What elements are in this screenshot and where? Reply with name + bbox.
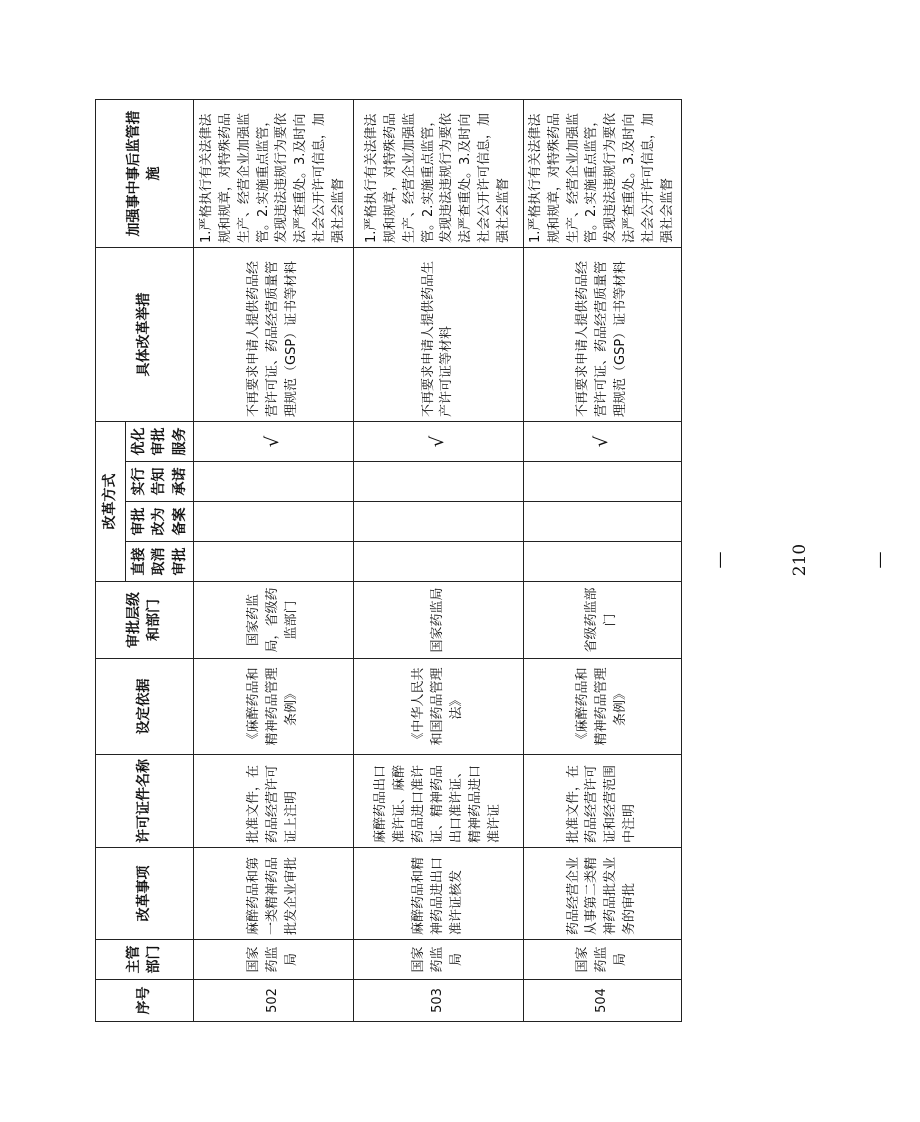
- cell-dept: 国家药监局: [523, 940, 681, 980]
- cell-basis: 《中华人民共和国药品管理法》: [353, 659, 523, 755]
- cell-seq: 504: [523, 980, 681, 1022]
- header-measures: 具体改革举措: [96, 248, 194, 422]
- cell-m2: [193, 502, 353, 542]
- table-row: [353, 100, 523, 1022]
- cell-m3: [523, 462, 681, 502]
- cell-level: 省级药监部门: [523, 582, 681, 659]
- cell-m2: [353, 502, 523, 542]
- page-number: — 210 —: [710, 543, 890, 577]
- cell-item: 药品经营企业从事第二类精神药品批发业务的审批: [523, 848, 681, 940]
- cell-license: 批准文件，在药品经营许可证和经营范围中注明: [523, 755, 681, 848]
- cell-basis: 《麻醉药品和精神药品管理条例》: [523, 659, 681, 755]
- header-m2: 审批改为备案: [126, 502, 194, 542]
- cell-dept: 国家药监局: [193, 940, 353, 980]
- check-mark: √: [353, 422, 523, 462]
- cell-seq: 503: [353, 980, 523, 1022]
- check-mark: √: [523, 422, 681, 462]
- rotated-table-wrapper: [95, 100, 675, 1022]
- header-license: 许可证件名称: [96, 755, 194, 848]
- cell-measures: 不再要求申请人提供药品经营许可证、药品经营质量管理规范（GSP）证书等材料: [523, 248, 681, 422]
- check-mark: √: [193, 422, 353, 462]
- header-m3: 实行告知承诺: [126, 462, 194, 502]
- cell-m3: [193, 462, 353, 502]
- header-row-1: [96, 100, 126, 1022]
- header-m4: 优化审批服务: [126, 422, 194, 462]
- header-seq: 序号: [96, 980, 194, 1022]
- cell-license: 麻醉药品出口准许证、麻醉药品进口准许证、精神药品出口准许证、精神药品进口准许证: [353, 755, 523, 848]
- table-row: [523, 100, 681, 1022]
- cell-item: 麻醉药品和第一类精神药品批发企业审批: [193, 848, 353, 940]
- cell-level: 国家药监局，省级药监部门: [193, 582, 353, 659]
- reform-table: [95, 99, 682, 1022]
- table-row: [193, 100, 353, 1022]
- cell-dept: 国家药监局: [353, 940, 523, 980]
- cell-m1: [353, 542, 523, 582]
- cell-m1: [193, 542, 353, 582]
- cell-basis: 《麻醉药品和精神药品管理条例》: [193, 659, 353, 755]
- cell-item: 麻醉药品和精神药品进出口准许证核发: [353, 848, 523, 940]
- cell-m1: [523, 542, 681, 582]
- cell-seq: 502: [193, 980, 353, 1022]
- cell-license: 批准文件，在药品经营许可证上注明: [193, 755, 353, 848]
- cell-supervision: 1.严格执行有关法律法规和规章，对特殊药品生产、经营企业加强监管。2.实施重点监管，发现违法违规行为要依法严查重处。3.及时向社会公开许可信息，加强社会监督: [193, 100, 353, 248]
- header-level: 审批层级和部门: [96, 582, 194, 659]
- cell-m3: [353, 462, 523, 502]
- header-method: 改革方式: [96, 422, 126, 582]
- header-item: 改革事项: [96, 848, 194, 940]
- cell-level: 国家药监局: [353, 582, 523, 659]
- header-dept: 主管部门: [96, 940, 194, 980]
- header-m1: 直接取消审批: [126, 542, 194, 582]
- cell-m2: [523, 502, 681, 542]
- header-supervision: 加强事中事后监管措施: [96, 100, 194, 248]
- cell-supervision: 1.严格执行有关法律法规和规章，对特殊药品生产、经营企业加强监管。2.实施重点监管，发现违法违规行为要依法严查重处。3.及时向社会公开许可信息，加强社会监督: [523, 100, 681, 248]
- cell-measures: 不再要求申请人提供药品生产许可证等材料: [353, 248, 523, 422]
- header-basis: 设定依据: [96, 659, 194, 755]
- cell-measures: 不再要求申请人提供药品经营许可证、药品经营质量管理规范（GSP）证书等材料: [193, 248, 353, 422]
- cell-supervision: 1.严格执行有关法律法规和规章，对特殊药品生产、经营企业加强监管。2.实施重点监管，发现违法违规行为要依法严查重处。3.及时向社会公开许可信息，加强社会监督: [353, 100, 523, 248]
